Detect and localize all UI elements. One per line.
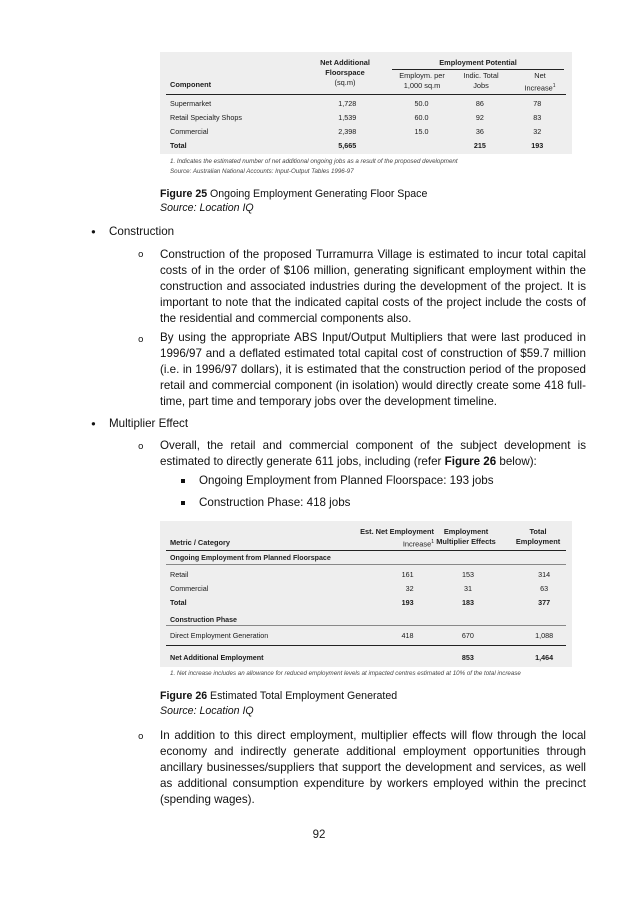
cell-net-employment	[319, 650, 414, 664]
cell-component: Commercial	[170, 126, 209, 136]
col-header-floorspace-line1: Net Additional	[320, 58, 370, 67]
cell-total-jobs: 215	[473, 140, 486, 150]
figure25-caption	[160, 188, 427, 200]
cell-multiplier: 153	[461, 569, 474, 579]
table2-section2	[166, 628, 566, 642]
construction-paragraph-2: By using the appropriate ABS Input/Output Multipliers that were last produced in 1996/97 and a deflated estimated total capital cost of construction of $59.7 million (i.e. in 1996/97 dollars), it is estimated that the construction period of the proposed retail and commercial component (in isolation) would directly create some 418 full-time, part time and temporary jobs over the development timeline.	[160, 331, 586, 408]
bullet-dot-icon: •	[90, 225, 97, 239]
cell-employment-rate: 15.0	[414, 126, 429, 136]
col-header-est-sup: 1	[431, 539, 434, 545]
section-ongoing: Ongoing Employment from Planned Floorspace	[170, 554, 331, 562]
table-row	[166, 581, 566, 595]
multiplier-paragraph-2: In addition to this direct employment, multiplier effects will flow through the local economy and indirectly generate additional employment opportunities through ancillary businesses/suppliers that support the development and services, as well as additional consumption expenditure by workers employed within the precinct (spending wages).	[160, 729, 586, 806]
figure26-label: Figure 26	[160, 690, 208, 702]
col-header-est-line1: Est. Net Employment	[360, 527, 434, 536]
cell-category: Retail	[170, 569, 189, 579]
sub-bullet-circle-icon: o	[138, 732, 144, 742]
table1-body	[166, 96, 566, 152]
cell-net-employment: 193	[401, 597, 414, 607]
square-bullet-icon	[181, 501, 185, 505]
table-row	[166, 110, 566, 124]
bullet-dot-icon: •	[90, 417, 97, 431]
sub-bullet-circle-icon: o	[138, 250, 144, 260]
cell-component: Retail Specialty Shops	[170, 112, 242, 122]
cell-total-jobs: 86	[475, 98, 484, 108]
construction-paragraph-1: Construction of the proposed Turramurra Village is estimated to incur total capital costs of in the order of $106 million, generating significant employment within the construction and associated industries during the development of the project. It is important to note that the indicated capital costs of the project include the costs of the residential and commercial components also.	[160, 248, 586, 325]
cell-net-increase: 78	[533, 98, 542, 108]
table2-section1	[166, 567, 566, 609]
table1-source: Source: Australian National Accounts: Input-Output Tables 1996-97	[170, 168, 354, 175]
col-header-net-line1: Net	[534, 71, 546, 80]
cell-multiplier: 183	[461, 597, 474, 607]
col-header-component: Component	[170, 80, 212, 89]
figure26-caption	[160, 690, 397, 702]
cell-net-employment: 161	[401, 569, 414, 579]
cell-floorspace: 1,539	[338, 112, 357, 122]
multiplier-p1-post: below):	[496, 455, 537, 468]
cell-net-increase: 83	[533, 112, 542, 122]
cell-multiplier: 853	[461, 652, 474, 662]
employment-floorspace-table	[160, 52, 572, 154]
col-header-floorspace-line2: Floorspace	[325, 68, 365, 77]
cell-net-employment: 32	[405, 583, 414, 593]
figure26-source: Source: Location IQ	[160, 705, 254, 717]
bullet-construction-title: Construction	[109, 225, 175, 238]
sub-bullet-circle-icon: o	[138, 442, 144, 452]
table2-grand-total	[166, 650, 566, 664]
cell-total-jobs: 36	[475, 126, 484, 136]
cell-total-employment: 1,088	[535, 630, 554, 640]
table-row	[166, 124, 566, 138]
table2-footnote: 1. Net increase includes an allowance for reduced employment levels at impacted centres estimated at 10% of the total increase	[170, 670, 521, 677]
cell-category: Net Additional Employment	[170, 652, 264, 662]
sub-item-ongoing: Ongoing Employment from Planned Floorspace: 193 jobs	[199, 474, 494, 487]
table-row	[166, 628, 566, 642]
table-grand-total-row	[166, 650, 566, 664]
figure25-caption-text: Ongoing Employment Generating Floor Space	[207, 188, 428, 200]
cell-net-increase: 193	[531, 140, 544, 150]
multiplier-p1-pre: Overall, the retail and commercial component of the subject development is estimated to directly generate 611 jobs, including (refer	[160, 439, 586, 468]
cell-multiplier: 670	[461, 630, 474, 640]
table-row	[166, 567, 566, 581]
cell-category: Total	[170, 597, 187, 607]
cell-multiplier: 31	[463, 583, 472, 593]
cell-employment-rate	[392, 138, 451, 152]
col-header-mult-line1: Employment	[443, 527, 489, 536]
multiplier-paragraph-1	[160, 438, 586, 470]
total-employment-table	[160, 521, 572, 667]
cell-floorspace: 1,728	[338, 98, 357, 108]
figure25-source: Source: Location IQ	[160, 202, 254, 214]
figure26-caption-text: Estimated Total Employment Generated	[207, 690, 398, 702]
cell-category: Commercial	[170, 583, 209, 593]
cell-total-employment: 377	[538, 597, 551, 607]
col-header-jobs-line1: Indic. Total	[463, 71, 499, 80]
cell-total-jobs: 92	[475, 112, 484, 122]
table-total-row	[166, 138, 566, 152]
cell-employment-rate: 50.0	[414, 98, 429, 108]
section-construction: Construction Phase	[170, 616, 238, 624]
col-header-metric: Metric / Category	[170, 538, 230, 547]
square-bullet-icon	[181, 479, 185, 483]
cell-component: Supermarket	[170, 98, 212, 108]
cell-employment-rate: 60.0	[414, 112, 429, 122]
col-header-emp-line2: 1,000 sq.m	[403, 81, 441, 90]
cell-floorspace: 2,398	[338, 126, 357, 136]
col-header-net-sup: 1	[552, 83, 556, 89]
col-header-floorspace-line3: (sq.m)	[334, 78, 356, 87]
col-header-net-line2: Increase	[524, 83, 553, 93]
cell-total-employment: 1,464	[535, 652, 554, 662]
bullet-multiplier-title: Multiplier Effect	[109, 417, 189, 430]
cell-total-employment: 63	[540, 583, 549, 593]
figure26-reference: Figure 26	[444, 455, 497, 468]
group-header-employment-potential: Employment Potential	[439, 58, 517, 67]
cell-component: Total	[170, 140, 187, 150]
sub-bullet-circle-icon: o	[138, 335, 144, 345]
col-header-jobs-line2: Jobs	[473, 81, 489, 90]
cell-category: Direct Employment Generation	[170, 630, 269, 640]
cell-net-employment: 418	[401, 630, 414, 640]
cell-floorspace: 5,665	[338, 140, 357, 150]
col-header-est-line2: Increase	[402, 539, 432, 549]
col-header-emp-line1: Employm. per	[399, 71, 445, 80]
col-header-mult-line2: Multiplier Effects	[436, 537, 496, 546]
cell-total-employment: 314	[538, 569, 551, 579]
table-row	[166, 96, 566, 110]
col-header-total-line1: Total	[529, 527, 547, 536]
table1-footnote: 1. Indicates the estimated number of net additional ongoing jobs as a result of the proposed development	[170, 158, 458, 165]
figure25-label: Figure 25	[160, 188, 208, 200]
sub-item-construction: Construction Phase: 418 jobs	[199, 496, 351, 509]
col-header-total-line2: Employment	[515, 537, 561, 546]
page-number: 92	[312, 829, 326, 841]
table-total-row	[166, 595, 566, 609]
cell-net-increase: 32	[533, 126, 542, 136]
